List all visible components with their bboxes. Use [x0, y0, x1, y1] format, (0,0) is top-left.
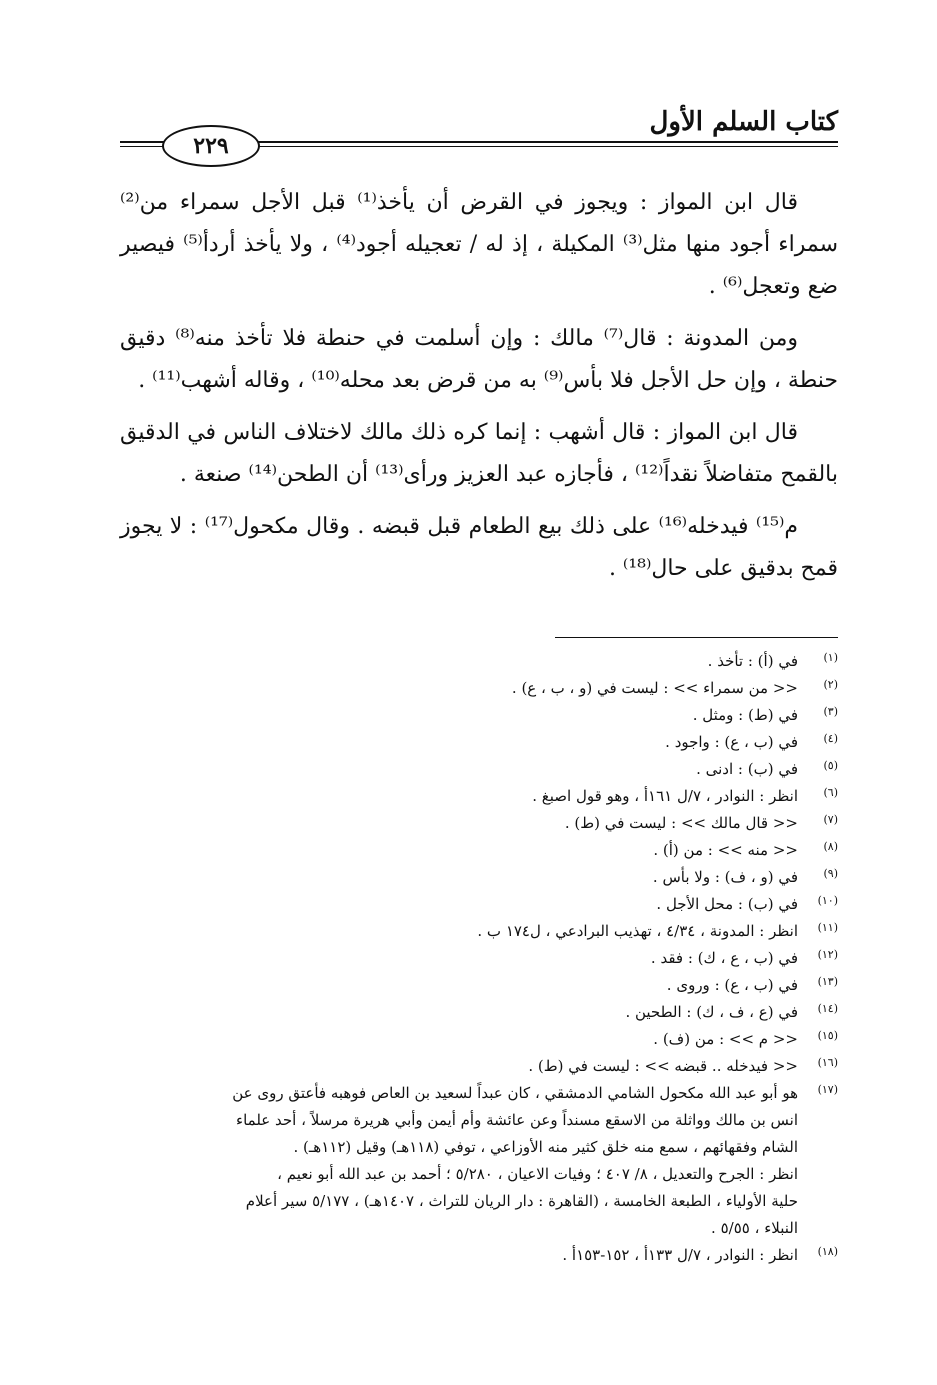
- footnote: [120, 999, 838, 1026]
- footnote-text: [120, 891, 798, 918]
- footnote-line: في (ب ، ع) : وروى .: [666, 976, 798, 994]
- footnote-line: في (ع ، ف ، ك) : الطحين .: [625, 1003, 798, 1021]
- book-title: كتاب السلم الأول: [649, 107, 838, 137]
- footnote-number: (١٠): [817, 894, 838, 907]
- footnote-text: [120, 675, 798, 702]
- body-paragraph: قال ابن المواز : قال أشهب : إنما كره ذلك مالك لاختلاف الناس في الدقيق بالقمح متفاضلاً نقداً⁽¹²⁾ ، فأجازه عبد العزيز ورأى⁽¹³⁾ أن الطحن⁽¹⁴⁾ صنعة .: [120, 420, 838, 487]
- footnote-text: [120, 1026, 798, 1053]
- footnote-line: انظر : النوادر ، ٧/ل ١٣٣أ ، ١٥٢-١٥٣أ .: [562, 1246, 798, 1264]
- footnote-number: (٦): [823, 786, 838, 799]
- footnote: [120, 675, 838, 702]
- footnote-line: الشام وفقهائهم ، سمع منه خلق كثير منه الأوزاعي ، توفي (١١٨هـ) وقيل (١١٢هـ) .: [293, 1138, 798, 1156]
- footnote-text: [120, 810, 798, 837]
- footnote-text: [120, 864, 798, 891]
- footnote-number: (٧): [823, 813, 838, 826]
- footnote: [120, 837, 838, 864]
- footnote-number: (١٤): [817, 1002, 838, 1015]
- footnote-text: [120, 648, 798, 675]
- footnote-separator: [555, 637, 838, 638]
- body-paragraph: ومن المدونة : قال⁽⁷⁾ مالك : وإن أسلمت في حنطة فلا تأخذ منه⁽⁸⁾ دقيق حنطة ، وإن حل الأجل فلا بأس⁽⁹⁾ به من قرض بعد محله⁽¹⁰⁾ ، وقاله أشهب⁽¹¹⁾ .: [120, 326, 838, 393]
- footnote-line: في (ب) : محل الأجل .: [656, 895, 798, 913]
- footnote-line: انظر : النوادر ، ٧/ل ١٦١أ ، وهو قول اصبغ .: [532, 787, 798, 805]
- footnote-line: انظر : المدونة ، ٤/٣٤ ، تهذيب البرادعي ، ل١٧٤ ب .: [477, 922, 798, 940]
- footnote: [120, 1080, 838, 1242]
- footnote: [120, 810, 838, 837]
- main-text: [120, 182, 838, 600]
- footnote: [120, 756, 838, 783]
- footnote-text: [120, 837, 798, 864]
- footnote-text: [120, 1080, 798, 1242]
- footnote-line: انس بن مالك وواثلة من الاسقع مسنداً وعن عائشة وأم أيمن وأبي هريرة مرسلاً ، أحد علماء: [236, 1111, 798, 1129]
- footnote-number: (١٥): [817, 1029, 838, 1042]
- footnote-line: << فيدخله .. قبضه >> : ليست في (ط) .: [528, 1057, 798, 1075]
- footnote-line: هو أبو عبد الله مكحول الشامي الدمشقي ، كان عبداً لسعيد بن العاص فوهبه فأعتق روى عن: [232, 1084, 798, 1102]
- footnote: [120, 702, 838, 729]
- footnote-number: (١٣): [817, 975, 838, 988]
- footnote-number: (٨): [823, 840, 838, 853]
- footnote-number: (١٦): [817, 1056, 838, 1069]
- footnote-line: في (ب ، ع ، ك) : فقد .: [650, 949, 798, 967]
- footnote: [120, 945, 838, 972]
- footnote-text: [120, 945, 798, 972]
- footnote-text: [120, 972, 798, 999]
- footnote-text: [120, 1242, 798, 1269]
- footnote-line: في (أ) : تأخذ .: [707, 652, 798, 670]
- footnote: [120, 864, 838, 891]
- footnote-number: (١٢): [817, 948, 838, 961]
- footnote: [120, 648, 838, 675]
- footnote-number: (٥): [823, 759, 838, 772]
- footnote-text: [120, 756, 798, 783]
- footnote-number: (١٧): [817, 1083, 838, 1096]
- footnote: [120, 918, 838, 945]
- footnote-text: [120, 999, 798, 1026]
- footnote-line: حلية الأولياء ، الطبعة الخامسة ، (القاهرة : دار الريان للتراث ، ١٤٠٧هـ) ، ٥/١٧٧ سير أعلام: [245, 1192, 798, 1210]
- footnote: [120, 891, 838, 918]
- footnote-number: (٣): [823, 705, 838, 718]
- footnote-number: (٩): [823, 867, 838, 880]
- footnotes: [120, 648, 838, 1269]
- page-number: ٢٢٩: [162, 125, 260, 167]
- footnote-line: في (ط) : ومثل .: [692, 706, 798, 724]
- footnote-line: في (و ، ف) : ولا بأس .: [652, 868, 798, 886]
- footnote: [120, 1053, 838, 1080]
- footnote-text: [120, 702, 798, 729]
- body-paragraph: قال ابن المواز : ويجوز في القرض أن يأخذ⁽¹⁾ قبل الأجل سمراء من⁽²⁾ سمراء أجود منها مثل⁽³⁾ المكيلة ، إذ له / تعجيله أجود⁽⁴⁾ ، ولا يأخذ أردأ⁽⁵⁾ فيصير ضع وتعجل⁽⁶⁾ .: [120, 190, 839, 299]
- footnote-number: (١١): [817, 921, 838, 934]
- footnote: [120, 783, 838, 810]
- footnote-number: (١): [823, 651, 838, 664]
- page-header: [120, 105, 838, 165]
- footnote-line: << منه >> : من (أ) .: [653, 841, 798, 859]
- footnote: [120, 1026, 838, 1053]
- footnote-text: [120, 729, 798, 756]
- footnote-number: (٢): [823, 678, 838, 691]
- footnote-line: في (ب ، ع) : واجود .: [665, 733, 798, 751]
- footnote-line: انظر : الجرح والتعديل ، ٨/ ٤٠٧ ؛ وفيات الاعيان ، ٥/٢٨٠ ؛ أحمد بن عبد الله أبو نعيم ،: [277, 1165, 798, 1183]
- footnote-text: [120, 918, 798, 945]
- footnote-number: (٤): [823, 732, 838, 745]
- footnote-text: [120, 783, 798, 810]
- footnote-line: النبلاء ، ٥/٥٥ .: [711, 1219, 798, 1237]
- body-paragraph: م⁽¹⁵⁾ فيدخله⁽¹⁶⁾ على ذلك بيع الطعام قبل قبضه . وقال مكحول⁽¹⁷⁾ : لا يجوز قمح بدقيق على حال⁽¹⁸⁾ .: [120, 514, 838, 581]
- footnote-number: (١٨): [817, 1245, 838, 1258]
- footnote-text: [120, 1053, 798, 1080]
- footnote: [120, 1242, 838, 1269]
- footnote: [120, 972, 838, 999]
- footnote-line: << من سمراء >> : ليست في (و ، ب ، ع) .: [511, 679, 798, 697]
- footnote: [120, 729, 838, 756]
- footnote-line: << قال مالك >> : ليست في (ط) .: [564, 814, 798, 832]
- footnote-line: في (ب) : ادنى .: [696, 760, 798, 778]
- footnote-line: << م >> : من (ف) .: [653, 1030, 798, 1048]
